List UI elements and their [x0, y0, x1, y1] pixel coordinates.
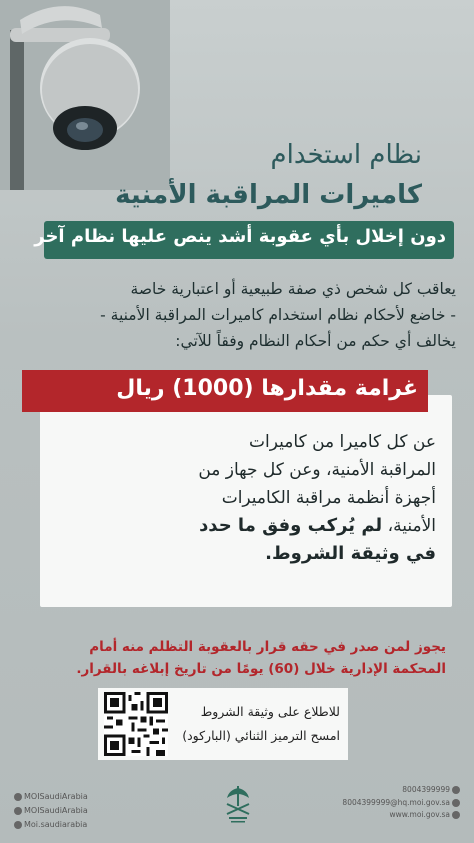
penalty-line-4-normal: الأمنية، — [387, 516, 436, 536]
appeal-text — [16, 636, 446, 680]
fine-banner-text: غرامة مقدارها (1000) ريال — [116, 376, 418, 401]
penalty-line: أجهزة أنظمة مراقبة الكاميرات — [221, 488, 436, 508]
contact-website[interactable]: www.moi.gov.sa — [332, 809, 462, 822]
penalty-text — [36, 428, 436, 568]
social-handle-x[interactable]: MOISaudiArabia — [12, 790, 122, 804]
contact-info — [332, 784, 462, 822]
instagram-icon — [14, 807, 22, 815]
intro-text — [16, 276, 456, 354]
penalty-line-4-bold: لم يُركب وفق ما حدد — [199, 515, 383, 536]
penalty-line-5: في وثيقة الشروط. — [265, 543, 436, 564]
contact-phone[interactable]: 8004399999 — [332, 784, 462, 797]
intro-line: - خاضع لأحكام نظام استخدام كاميرات المراقبة الأمنية - — [100, 306, 456, 324]
intro-line: يعاقب كل شخص ذي صفة طبيعية أو اعتبارية خاصة — [130, 280, 456, 298]
social-handles — [12, 790, 122, 832]
appeal-line: المحكمة الإدارية خلال (60) يومًا من تاريخ إبلاغه بالقرار. — [76, 661, 446, 677]
penalty-line: عن كل كاميرا من كاميرات — [249, 432, 436, 452]
x-icon — [14, 793, 22, 801]
snapchat-icon — [14, 821, 22, 829]
qr-caption-line-2: امسح الترميز الثنائي (الباركود) — [182, 728, 340, 743]
globe-icon — [452, 811, 460, 819]
social-handle-instagram[interactable]: MOISaudiArabia — [12, 804, 122, 818]
intro-line: يخالف أي حكم من أحكام النظام وفقاً للآتي: — [175, 332, 456, 350]
qr-caption — [170, 700, 340, 748]
title-line-1: نظام استخدام — [270, 140, 422, 170]
security-camera-icon — [0, 0, 170, 190]
qr-caption-line-1: للاطلاع على وثيقة الشروط — [200, 704, 340, 719]
penalty-line: المراقبة الأمنية، وعن كل جهاز من — [198, 460, 436, 480]
subtitle-banner-text: دون إخلال بأي عقوبة أشد ينص عليها نظام آخر — [34, 226, 446, 247]
appeal-line: يجوز لمن صدر في حقه قرار بالعقوبة التظلم منه أمام — [89, 639, 446, 655]
contact-email[interactable]: 8004399999@hq.moi.gov.sa — [332, 797, 462, 810]
ministry-emblem-icon — [221, 784, 255, 824]
title-line-2: كاميرات المراقبة الأمنية — [115, 180, 422, 210]
penalty-line-4 — [36, 512, 436, 540]
qr-code-icon[interactable] — [104, 692, 168, 756]
phone-icon — [452, 786, 460, 794]
email-icon — [452, 799, 460, 807]
social-handle-snapchat[interactable]: Moi.saudiarabia — [12, 818, 122, 832]
